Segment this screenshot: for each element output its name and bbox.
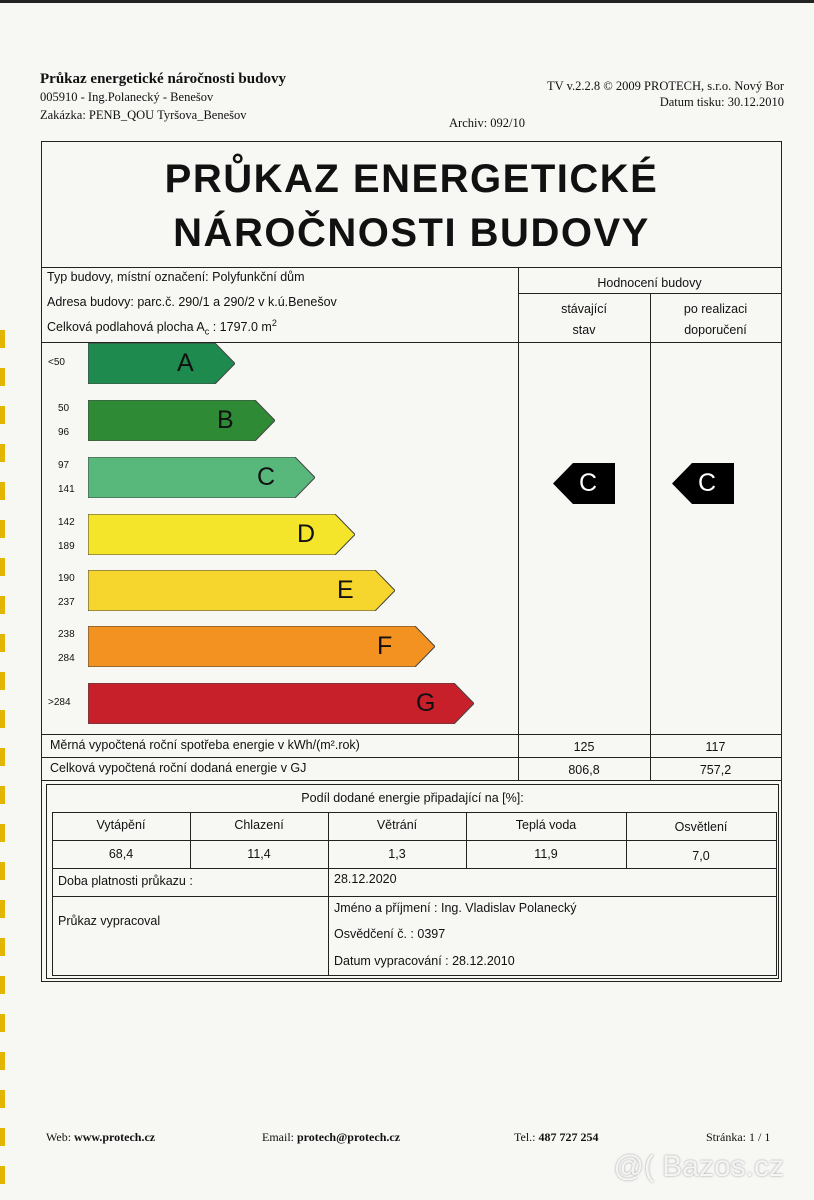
energy-class-range-low: 97 [58, 460, 70, 471]
document-title-small: Průkaz energetické náročnosti budovy [40, 71, 286, 87]
footer-email-link[interactable]: protech@protech.cz [297, 1130, 401, 1144]
energy-class-range-high: 237 [58, 597, 75, 608]
energy-class-range-high: 96 [58, 427, 70, 438]
energy-class-letter: D [297, 520, 316, 548]
author-date: Datum vypracování : 28.12.2010 [334, 954, 515, 968]
footer-phone-label: Tel.: [514, 1130, 539, 1144]
print-date: Datum tisku: 30.12.2010 [659, 95, 784, 109]
energy-class-bar-g [88, 683, 474, 724]
share-header-heating: Vytápění [96, 818, 146, 832]
validity-date: 28.12.2020 [334, 872, 397, 886]
total-energy-after: 757,2 [699, 763, 732, 777]
share-value-heating: 68,4 [108, 847, 134, 861]
binding-strip [0, 330, 5, 1200]
top-edge [0, 0, 814, 3]
after-recommendation-header [650, 299, 781, 341]
software-line: TV v.2.2.8 © 2009 PROTECH, s.r.o. Nový Bor [547, 79, 784, 93]
share-value-cooling: 11,4 [247, 847, 271, 861]
floor-area-label: Celková podlahová plocha A [47, 320, 205, 335]
footer-phone-number: 487 727 254 [538, 1130, 599, 1144]
energy-class-letter: C [257, 463, 276, 491]
divider [518, 267, 519, 780]
rating-header: Hodnocení budovy [597, 276, 702, 290]
floor-area [47, 318, 277, 337]
after-label-2: doporučení [684, 323, 747, 337]
share-value-hot-water: 11,9 [534, 847, 558, 861]
document-header-left [40, 70, 286, 124]
after-rating-letter: C [698, 469, 717, 497]
specific-energy-current: 125 [573, 740, 595, 754]
specific-energy-label: Měrná vypočtená roční spotřeba energie v kWh/(m².rok) [50, 738, 360, 752]
building-address: Adresa budovy: parc.č. 290/1 a 290/2 v k.ú.Benešov [47, 295, 337, 309]
energy-class-range: >284 [48, 697, 71, 708]
divider [42, 757, 781, 758]
share-header-ventilation: Větrání [376, 818, 418, 832]
footer-email-label: Email: [262, 1130, 297, 1144]
after-label-1: po realizaci [683, 302, 748, 316]
floor-area-unit-exponent: 2 [271, 318, 277, 328]
current-rating-indicator [553, 463, 615, 509]
after-rating-indicator [672, 463, 734, 509]
validity-label: Doba platnosti průkazu : [58, 874, 193, 888]
archive-number: Archiv: 092/10 [449, 116, 526, 130]
energy-class-bar-c [88, 457, 315, 498]
current-state-header [518, 299, 650, 341]
current-rating-letter: C [579, 469, 598, 497]
divider [42, 780, 781, 781]
footer-page: Stránka: 1 / 1 [706, 1130, 771, 1144]
author-name: Jméno a příjmení : Ing. Vladislav Polanecký [334, 901, 577, 915]
total-energy-label: Celková vypočtená roční dodaná energie v GJ [50, 761, 307, 775]
footer-email [262, 1130, 400, 1145]
energy-class-bar-a [88, 343, 235, 384]
shares-table [52, 812, 777, 868]
main-title-line2: NÁROČNOSTI BUDOVY [173, 211, 650, 255]
energy-class-letter: E [337, 576, 354, 604]
author-line: 005910 - Ing.Polanecký - Benešov [40, 90, 214, 104]
author-certificate: Osvědčení č. : 0397 [334, 927, 446, 941]
author-label: Průkaz vypracoval [58, 914, 161, 928]
floor-area-value: : 1797.0 m [209, 320, 272, 335]
energy-class-bar-e [88, 570, 395, 611]
main-title [41, 152, 782, 260]
current-state-label-2: stav [572, 323, 596, 337]
floor-area-subscript: c [204, 326, 210, 337]
energy-class-bar-b [88, 400, 275, 441]
share-header-lighting: Osvětlení [674, 820, 728, 834]
energy-class-letter: G [416, 689, 436, 717]
building-type: Typ budovy, místní označení: Polyfunkční dům [47, 270, 305, 284]
energy-class-range-low: 190 [58, 573, 75, 584]
specific-energy-after: 117 [705, 740, 726, 754]
divider [42, 734, 781, 735]
energy-class-range-low: 50 [58, 403, 70, 414]
footer-web-label: Web: [46, 1130, 75, 1144]
energy-class-range-low: 238 [58, 629, 75, 640]
share-value-ventilation: 1,3 [388, 847, 406, 861]
document-header-right [547, 78, 784, 110]
energy-class-letter: F [377, 632, 393, 660]
share-header-cooling: Chlazení [234, 818, 284, 832]
energy-class-range-low: 142 [58, 517, 75, 528]
energy-class-range: <50 [48, 357, 65, 368]
energy-class-range-high: 189 [58, 541, 75, 552]
main-title-line1: PRŮKAZ ENERGETICKÉ [164, 157, 659, 201]
divider [650, 293, 651, 780]
total-energy-current: 806,8 [568, 763, 600, 777]
energy-class-range-high: 284 [58, 653, 75, 664]
share-value-lighting: 7,0 [692, 849, 710, 863]
footer-web-link[interactable]: www.protech.cz [74, 1130, 156, 1144]
shares-title: Podíl dodané energie připadající na [%]: [301, 791, 524, 805]
energy-class-letter: B [217, 406, 234, 434]
share-header-hot-water: Teplá voda [515, 818, 577, 832]
footer-phone [514, 1130, 599, 1145]
footer-web [46, 1130, 155, 1145]
bazos-watermark: @( Bazos.cz [613, 1150, 784, 1183]
divider [42, 267, 781, 268]
energy-class-range-high: 141 [58, 484, 75, 495]
validity-author-table [52, 868, 777, 976]
current-state-label-1: stávající [561, 302, 607, 316]
order-line: Zakázka: PENB_QOU Tyršova_Benešov [40, 108, 247, 122]
energy-class-bar-d [88, 514, 355, 555]
energy-class-letter: A [177, 349, 194, 377]
energy-class-bar-f [88, 626, 435, 667]
